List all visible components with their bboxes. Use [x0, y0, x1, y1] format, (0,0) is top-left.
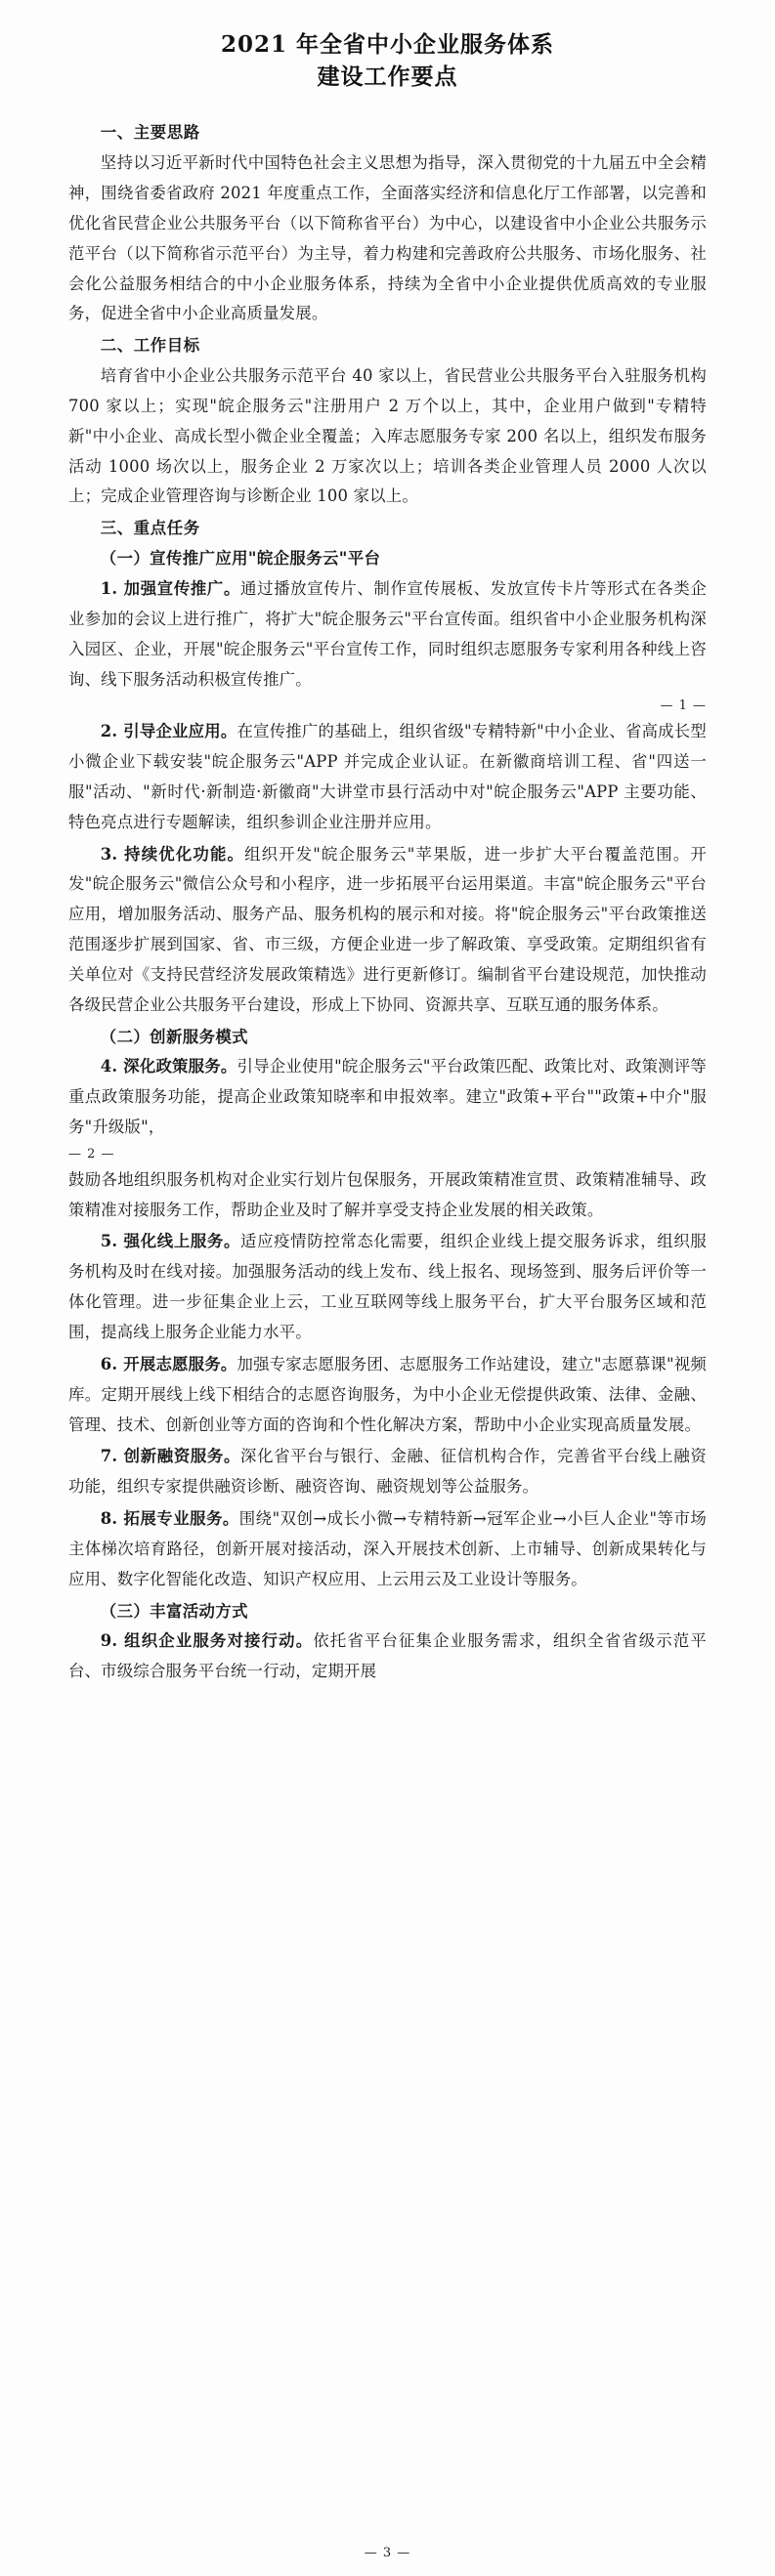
paragraph [68, 1350, 707, 1441]
paragraph [68, 574, 707, 695]
paragraph-lead: 9. 组织企业服务对接行动。 [100, 1631, 314, 1651]
page-title [68, 29, 707, 93]
subsection-heading: （一）宣传推广应用"皖企服务云"平台 [100, 549, 381, 569]
section-heading: 二、工作目标 [100, 336, 200, 356]
paragraph-lead: 7. 创新融资服务。 [100, 1447, 241, 1466]
subsection-heading: （二）创新服务模式 [100, 1027, 248, 1046]
paragraph: 培育省中小企业公共服务示范平台 40 家以上，省民营业公共服务平台入驻服务机构 700 家以上；实现"皖企服务云"注册用户 2 万个以上，其中，企业用户做到"专精特新"中小企业、高成长型小微企业全覆盖；入库志愿服务专家 200 名以上，组织发布服务活动 1000 场次以上，服务企业 2 万家次以上；培训各类企业管理人员 2000 人次以上；完成企业管理咨询与诊断企业 100 家以上。 [68, 366, 707, 506]
paragraph [68, 1442, 707, 1502]
paragraph: 坚持以习近平新时代中国特色社会主义思想为指导，深入贯彻党的十九届五中全会精神，围绕省委省政府 2021 年度重点工作，全面落实经济和信息化厅工作部署，以完善和优化省民营企业公共服务平台（以下简称省平台）为中心，以建设省中小企业公共服务示范平台（以下简称省示范平台）为主导，着力构建和完善政府公共服务、市场化服务、社会化公益服务相结合的中小企业服务体系，持续为全省中小企业提供优质高效的专业服务，促进全省中小企业高质量发展。 [68, 153, 707, 323]
paragraph-text: 加强专家志愿服务团、志愿服务工作站建设，建立"志愿慕课"视频库。定期开展线上线下相结合的志愿咨询服务，为中小企业无偿提供政策、法律、金融、管理、技术、创新创业等方面的咨询和个性化解决方案，帮助中小企业实现高质量发展。 [68, 1354, 707, 1434]
paragraph [68, 1504, 707, 1595]
document-body [68, 118, 707, 1687]
paragraph-text: 深化省平台与银行、金融、征信机构合作，完善省平台线上融资功能，组织专家提供融资诊断、融资咨询、融资规划等公益服务。 [68, 1447, 707, 1497]
section-heading: 一、主要思路 [100, 123, 200, 143]
paragraph-text: 在宣传推广的基础上，组织省级"专精特新"中小企业、省高成长型小微企业下载安装"皖企服务云"APP 并完成企业认证。在新徽商培训工程、省"四送一服"活动、"新时代·新制造·新徽商"大讲堂市县行活动中对"皖企服务云"APP 主要功能、特色亮点进行专题解读，组织参训企业注册并应用。 [68, 722, 707, 831]
paragraph-lead: 1. 加强宣传推广。 [100, 578, 241, 598]
page-marker-1: — 1 — [660, 698, 707, 714]
paragraph [68, 1052, 707, 1143]
title-line-1: 2021 年全省中小企业服务体系 [220, 31, 555, 58]
paragraph [68, 1227, 707, 1347]
paragraph [68, 1626, 707, 1687]
paragraph-lead: 8. 拓展专业服务。 [100, 1509, 239, 1529]
paragraph-lead: 3. 持续优化功能。 [100, 844, 245, 864]
paragraph [68, 717, 707, 837]
page-marker-2: — 2 — [68, 1146, 115, 1161]
paragraph-text: 依托省平台征集企业服务需求，组织全省省级示范平台、市级综合服务平台统一行动，定期开展 [68, 1631, 707, 1681]
paragraph-lead: 2. 引导企业应用。 [100, 722, 237, 741]
paragraph-text: 引导企业使用"皖企服务云"平台政策匹配、政策比对、政策测评等重点政策服务功能，提高企业政策知晓率和申报效率。建立"政策+平台""政策+中介"服务"升级版"， [68, 1057, 707, 1137]
paragraph: 鼓励各地组织服务机构对企业实行划片包保服务，开展政策精准宣贯、政策精准辅导、政策精准对接服务工作，帮助企业及时了解并享受支持企业发展的相关政策。 [68, 1169, 707, 1219]
paragraph-text: 通过播放宣传片、制作宣传展板、发放宣传卡片等形式在各类企业参加的会议上进行推广，将扩大"皖企服务云"平台宣传面。组织省中小企业服务机构深入园区、企业，开展"皖企服务云"平台宣传工作，同时组织志愿服务专家利用各种线上咨询、线下服务活动积极宣传推广。 [68, 578, 707, 689]
paragraph-text: 围绕"双创→成长小微→专精特新→冠军企业→小巨人企业"等市场主体梯次培育路径，创新开展对接活动，深入开展技术创新、上市辅导、创新成果转化与应用、数字化智能化改造、知识产权应用、上云用云及工业设计等服务。 [68, 1509, 707, 1588]
paragraph-lead: 4. 深化政策服务。 [100, 1057, 237, 1077]
section-heading: 三、重点任务 [100, 519, 200, 538]
paragraph-lead: 5. 强化线上服务。 [100, 1232, 241, 1251]
page-marker-3: — 3 — [364, 2546, 411, 2560]
subsection-heading: （三）丰富活动方式 [100, 1601, 248, 1621]
title-line-2: 建设工作要点 [317, 63, 458, 90]
paragraph-lead: 6. 开展志愿服务。 [100, 1354, 237, 1373]
paragraph [68, 840, 707, 1021]
paragraph-text: 组织开发"皖企服务云"苹果版，进一步扩大平台覆盖范围。开发"皖企服务云"微信公众号和小程序，进一步拓展平台运用渠道。丰富"皖企服务云"平台应用，增加服务活动、服务产品、服务机构的展示和对接。将"皖企服务云"平台政策推送范围逐步扩展到国家、省、市三级，方便企业进一步了解政策、享受政策。定期组织省有关单位对《支持民营经济发展政策精选》进行更新修订。编制省平台建设规范，加快推动各级民营企业公共服务平台建设，形成上下协同、资源共享、互联互通的服务体系。 [68, 844, 707, 1014]
paragraph-text: 适应疫情防控常态化需要，组织企业线上提交服务诉求，组织服务机构及时在线对接。加强服务活动的线上发布、线上报名、现场签到、服务后评价等一体化管理。进一步征集企业上云，工业互联网等线上服务平台，扩大平台服务区域和范围，提高线上服务企业能力水平。 [68, 1232, 707, 1341]
